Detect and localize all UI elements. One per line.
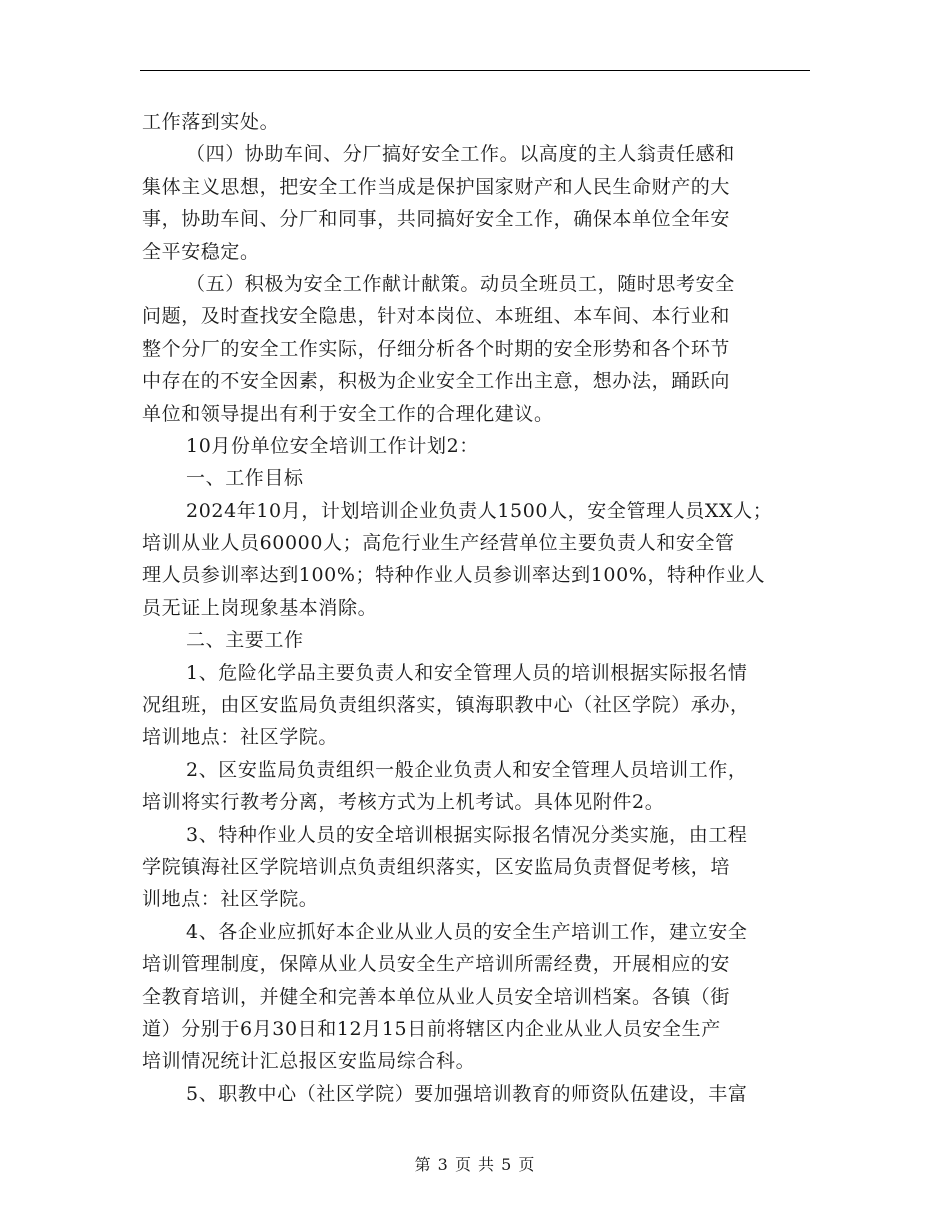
text-line: 培训管理制度，保障从业人员安全生产培训所需经费，开展相应的安 (142, 953, 731, 976)
paragraph-start-line: （四）协助车间、分厂搞好安全工作。以高度的主人翁责任感和 (186, 143, 735, 166)
paragraph-start-line: 4、各企业应抓好本企业从业人员的安全生产培训工作，建立安全 (186, 920, 748, 943)
text-line: 培训地点：社区学院。 (142, 726, 339, 749)
section-heading-line: 二、主要工作 (186, 629, 304, 652)
text-line: 单位和领导提出有利于安全工作的合理化建议。 (142, 402, 554, 425)
paragraph-start-line: 2024年10月，计划培训企业负责人1500人，安全管理人员XX人； (186, 499, 773, 522)
header-rule (140, 70, 810, 71)
paragraph-start-line: 2、区安监局负责组织一般企业负责人和安全管理人员培训工作， (186, 758, 748, 781)
paragraph-start-line: 1、危险化学品主要负责人和安全管理人员的培训根据实际报名情 (186, 661, 748, 684)
text-line: 况组班，由区安监局负责组织落实，镇海职教中心（社区学院）承办， (142, 694, 750, 717)
text-line: 道）分别于6月30日和12月15日前将辖区内企业从业人员安全生产 (142, 1017, 721, 1040)
text-line: 训地点：社区学院。 (142, 888, 319, 911)
paragraph-start-line: 3、特种作业人员的安全培训根据实际报名情况分类实施，由工程 (186, 823, 748, 846)
text-line: 学院镇海社区学院培训点负责组织落实，区安监局负责督促考核，培 (142, 855, 731, 878)
text-line: 培训情况统计汇总报区安监局综合科。 (142, 1050, 476, 1073)
text-line: 全平安稳定。 (142, 240, 260, 263)
text-line: 员无证上岗现象基本消除。 (142, 596, 378, 619)
text-line: 问题，及时查找安全隐患，针对本岗位、本班组、本车间、本行业和 (142, 305, 731, 328)
section-heading-line: 一、工作目标 (186, 467, 304, 490)
text-line: 集体主义思想，把安全工作当成是保护国家财产和人民生命财产的大 (142, 175, 731, 198)
text-line: 工作落到实处。 (142, 111, 280, 133)
text-line: 理人员参训率达到100%；特种作业人员参训率达到100%，特种作业人 (142, 564, 766, 587)
paragraph-start-line: （五）积极为安全工作献计献策。动员全班员工，随时思考安全 (186, 272, 735, 295)
text-line: 中存在的不安全因素，积极为企业安全工作出主意，想办法，踊跃向 (142, 370, 731, 393)
text-line: 整个分厂的安全工作实际，仔细分析各个时期的安全形势和各个环节 (142, 337, 731, 360)
text-line: 事，协助车间、分厂和同事，共同搞好安全工作，确保本单位全年安 (142, 208, 731, 231)
paragraph-start-line: 5、职教中心（社区学院）要加强培训教育的师资队伍建设，丰富 (186, 1082, 748, 1105)
text-line: 培训将实行教考分离，考核方式为上机考试。具体见附件2。 (142, 791, 665, 814)
text-line: 全教育培训，并健全和完善本单位从业人员安全培训档案。各镇（街 (142, 985, 731, 1008)
text-line: 培训从业人员60000人；高危行业生产经营单位主要负责人和安全管 (142, 532, 735, 555)
section-heading-line: 10月份单位安全培训工作计划2： (186, 434, 479, 457)
document-body (142, 106, 806, 1110)
page-number-footer: 第 3 页 共 5 页 (414, 1155, 536, 1174)
